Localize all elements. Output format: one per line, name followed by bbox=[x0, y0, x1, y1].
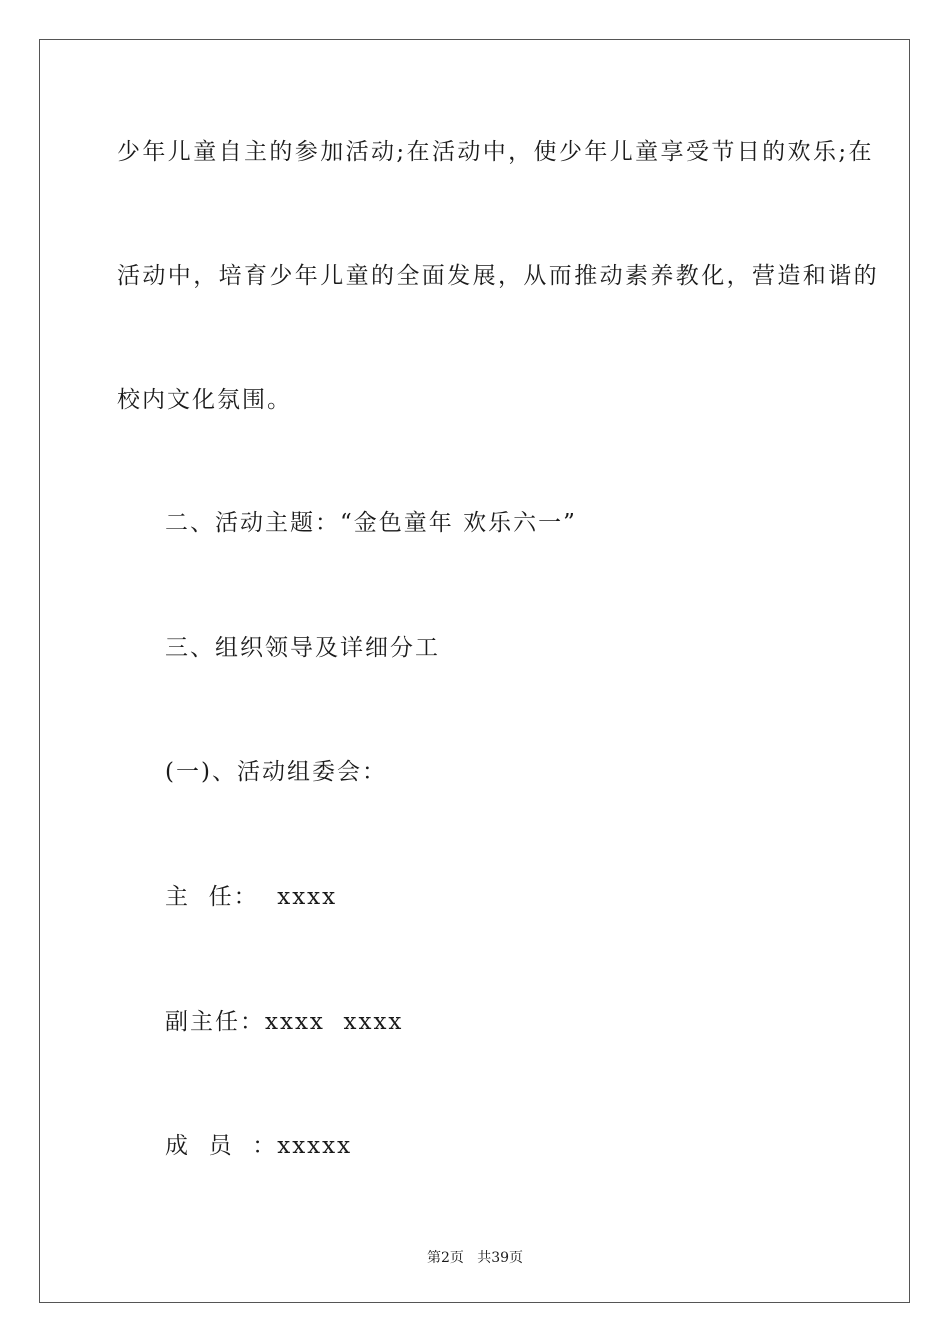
page-border bbox=[39, 39, 910, 1303]
body-text-line: 校内文化氛围。 bbox=[117, 387, 292, 413]
committee-deputy-director: 副主任：xxxx xxxx bbox=[165, 1009, 404, 1035]
committee-director: 主 任： xxxx bbox=[165, 884, 338, 910]
page-number-footer: 第2页 共39页 bbox=[426, 1250, 524, 1266]
committee-members: 成 员 ：xxxxx bbox=[165, 1133, 353, 1159]
body-text-line: 活动中，培育少年儿童的全面发展，从而推动素养教化，营造和谐的 bbox=[117, 263, 879, 289]
body-text-line: 少年儿童自主的参加活动;在活动中，使少年儿童享受节日的欢乐;在 bbox=[117, 139, 874, 165]
subsection-heading-committee: (一)、活动组委会： bbox=[165, 759, 387, 785]
section-heading-organization: 三、组织领导及详细分工 bbox=[165, 635, 440, 661]
section-heading-theme: 二、活动主题：“金色童年 欢乐六一” bbox=[165, 510, 577, 536]
